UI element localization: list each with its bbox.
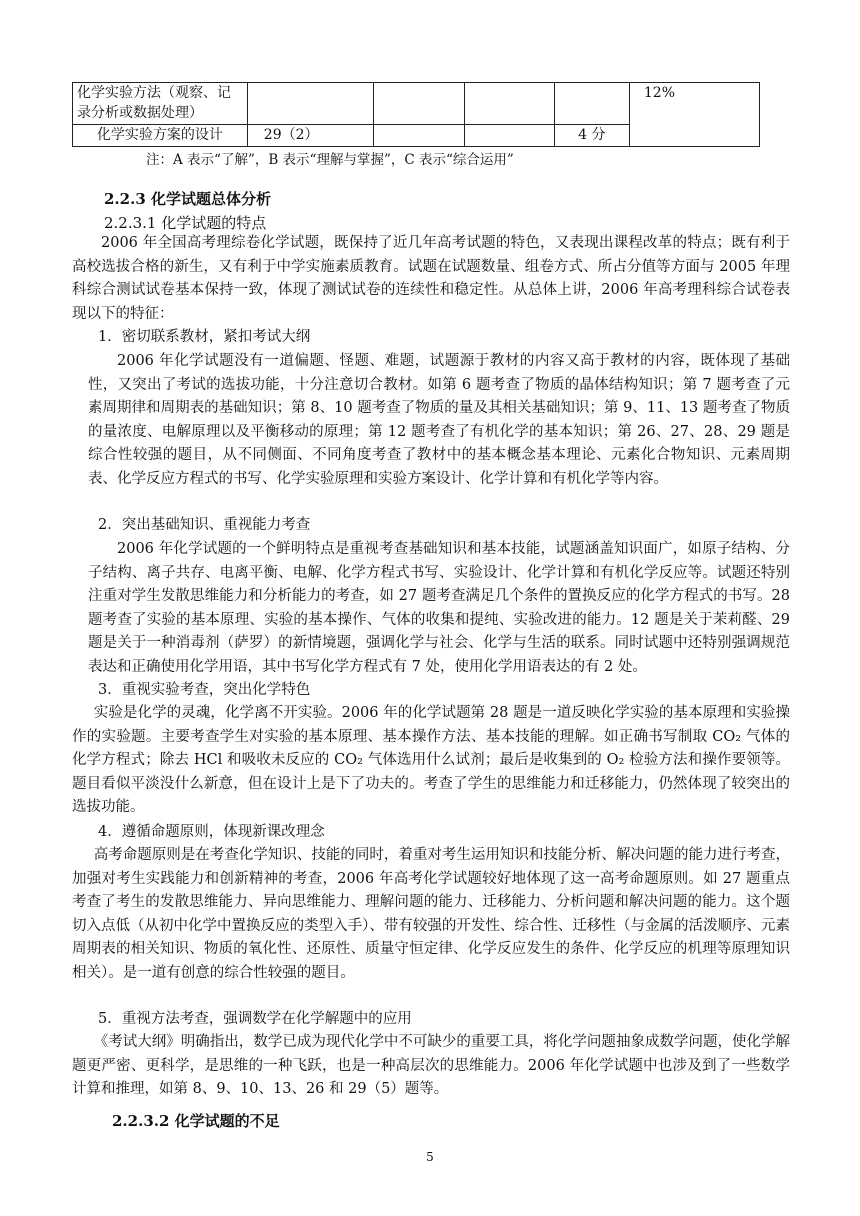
- table-cell: [554, 83, 629, 125]
- table-cell: 29（2）: [247, 125, 373, 147]
- item-paragraph: 2006 年化学试题的一个鲜明特点是重视考查基础知识和基本技能，试题涵盖知识面广，如原子结构、分子结构、离子共存、电离平衡、电解、化学方程式书写、实验设计、化学计算和有机化学反应等。试题还特别注重对学生发散思维能力和分析能力的考查，如 27 题考查满足几个条件的置换反应的化学方程式的书写。28 题考查了实验的基本原理、实验的基本操作、气体的收集和提纯、实验改进的能力。12 题是关于茉莉醛、29 题是关于一种消毒剂（萨罗）的新情境题，强调化学与社会、化学与生活的联系。同时试题中还特别强调规范表达和正确使用化学用语，其中书写化学方程式有 7 处，使用化学用语表达的有 2 处。: [88, 541, 790, 675]
- table-cell: [465, 83, 554, 125]
- item-title: 3．重视实验考查，突出化学特色: [98, 682, 311, 698]
- page-number: 5: [426, 1150, 434, 1164]
- item-paragraph: 2006 年化学试题没有一道偏题、怪题、难题，试题源于教材的内容又高于教材的内容，既体现了基础性，又突出了考试的选拔功能，十分注意切合教材。如第 6 题考查了物质的晶体结构知识；第 7 题考查了元素周期律和周期表的基础知识；第 8、10 题考查了物质的量及其相关基础知识；第 9、11、13 题考查了物质的量浓度、电解原理以及平衡移动的原理；第 12 题考查了有机化学的基本知识；第 26、27、28、29 题是综合性较强的题目，从不同侧面、不同角度考查了教材中的基本概念基本理论、元素化合物知识、元素周期表、化学反应方程式的书写、化学实验原理和实验方案设计、化学计算和有机化学等内容。: [88, 353, 790, 487]
- intro-paragraph: 2006 年全国高考理综卷化学试题，既保持了近几年高考试题的特色，又表现出课程改革的特点；既有利于高校选拔合格的新生，又有利于中学实施素质教育。试题在试题数量、组卷方式、所占分值等方面与 2005 年理科综合测试试卷基本保持一致，体现了测试试卷的连续性和稳定性。从总体上讲，2006 年高考理科综合试卷表现以下的特征：: [72, 235, 790, 322]
- table-cell-percent: 12%: [629, 83, 759, 147]
- table-cell-label: 化学实验方案的设计: [73, 125, 248, 147]
- item-title: 2．突出基础知识、重视能力考查: [98, 517, 311, 533]
- table-cell-label: 化学实验方法（观察、记录分析或数据处理）: [73, 83, 248, 125]
- table-note: 注：A 表示“了解”，B 表示“理解与掌握”，C 表示“综合运用”: [146, 152, 514, 168]
- subsection-heading: 2.2.3.2 化学试题的不足: [112, 1112, 280, 1130]
- exam-analysis-table: [72, 82, 760, 147]
- item-paragraph: 实验是化学的灵魂，化学离不开实验。2006 年的化学试题第 28 题是一道反映化学实验的基本原理和实验操作的实验题。主要考查学生对实验的基本原理、基本操作方法、基本技能的理解。如正确书写制取 CO₂ 气体的化学方程式；除去 HCl 和吸收未反应的 CO₂ 气体选用什么试剂；最后是收集到的 O₂ 检验方法和操作要领等。题目看似平淡没什么新意，但在设计上是下了功夫的。考查了学生的思维能力和迁移能力，仍然体现了较突出的选拔功能。: [72, 705, 790, 815]
- item-paragraph: 《考试大纲》明确指出，数学已成为现代化学中不可缺少的重要工具，将化学问题抽象成数学问题，使化学解题更严密、更科学，是思维的一种飞跃，也是一种高层次的思维能力。2006 年化学试题中也涉及到了一些数学计算和推理，如第 8、9、10、13、26 和 29（5）题等。: [72, 1034, 790, 1097]
- table-row: [73, 83, 760, 125]
- item-title: 1．密切联系教材，紧扣考试大纲: [98, 329, 311, 345]
- table-cell: [465, 125, 554, 147]
- table-cell: [247, 83, 373, 125]
- item-title: 4．遵循命题原则，体现新课改理念: [98, 824, 325, 840]
- table-cell: 4 分: [554, 125, 629, 147]
- subsection-heading: 2.2.3.1 化学试题的特点: [104, 214, 267, 232]
- table-cell: [373, 83, 464, 125]
- section-heading: 2.2.3 化学试题总体分析: [104, 190, 271, 208]
- table-cell: [373, 125, 464, 147]
- item-title: 5．重视方法考查，强调数学在化学解题中的应用: [98, 1011, 412, 1027]
- item-paragraph: 高考命题原则是在考查化学知识、技能的同时，着重对考生运用知识和技能分析、解决问题的能力进行考查，加强对考生实践能力和创新精神的考查，2006 年高考化学试题较好地体现了这一高考命题原则。如 27 题重点考查了考生的发散思维能力、异向思维能力、理解问题的能力、迁移能力、分析问题和解决问题的能力。这个题切入点低（从初中化学中置换反应的类型入手）、带有较强的开发性、综合性、迁移性（与金属的活泼顺序、元素周期表的相关知识、物质的氧化性、还原性、质量守恒定律、化学反应发生的条件、化学反应的机理等原理知识相关）。是一道有创意的综合性较强的题目。: [72, 847, 790, 981]
